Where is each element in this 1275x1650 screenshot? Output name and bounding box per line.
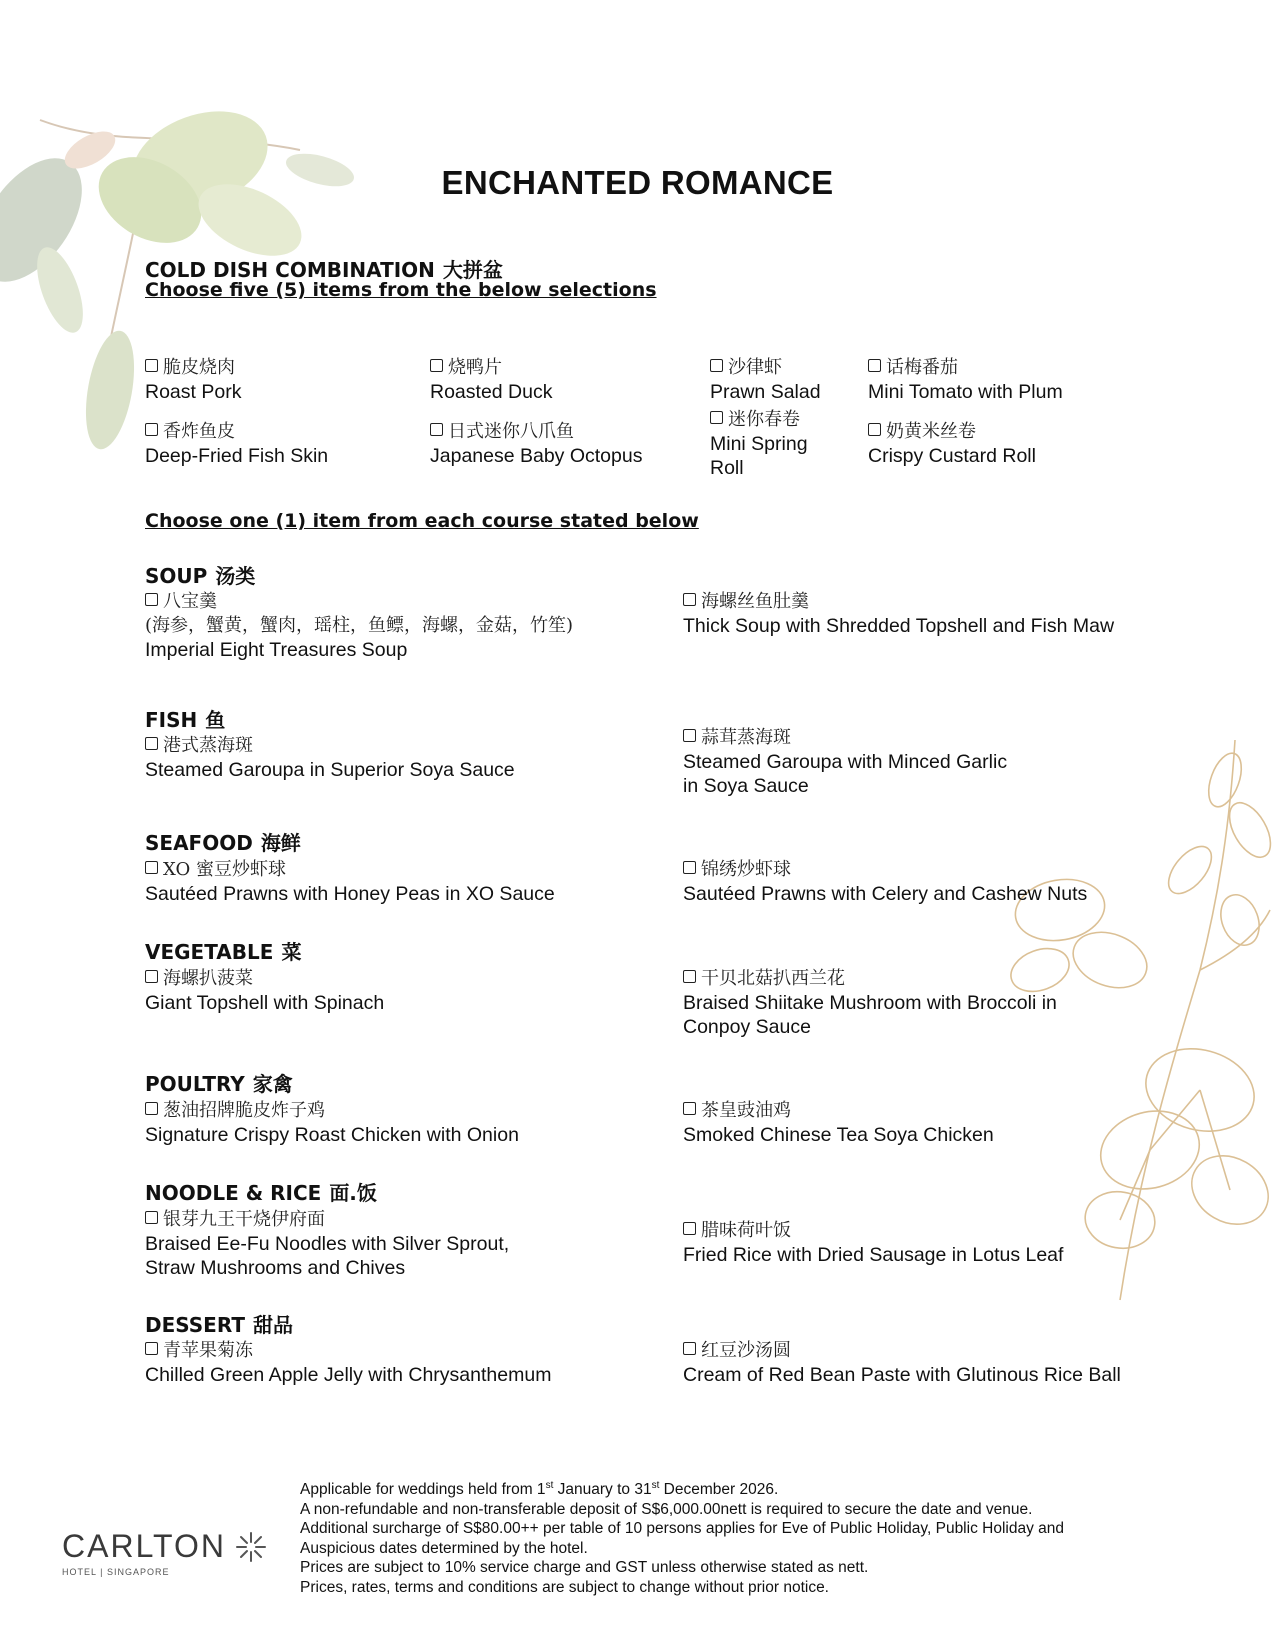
course-heading-seafood: SEAFOOD 海鲜 <box>145 831 301 855</box>
checkbox[interactable] <box>145 861 158 874</box>
checkbox[interactable] <box>683 970 696 983</box>
course-option: XO 蜜豆炒虾球 Sautéed Prawns with Honey Peas in XO Sauce <box>145 859 555 905</box>
checkbox[interactable] <box>430 423 443 436</box>
menu-title: ENCHANTED ROMANCE <box>441 164 834 201</box>
course-heading-poultry: POULTRY 家禽 <box>145 1072 293 1096</box>
checkbox[interactable] <box>710 359 723 372</box>
course-option: 八宝羹 (海参，蟹黄，蟹肉，瑶柱，鱼鳔，海螺，金菇，竹笙) Imperial Eight Treasures Soup <box>145 591 574 661</box>
checkbox[interactable] <box>683 861 696 874</box>
choose-one-instruction: Choose one (1) item from each course stated below <box>145 510 699 532</box>
checkbox[interactable] <box>145 1102 158 1115</box>
course-heading-dessert: DESSERT 甜品 <box>145 1313 293 1337</box>
checkbox[interactable] <box>145 737 158 750</box>
terms-line: Applicable for weddings held from 1st January to 31st December 2026. <box>300 1479 779 1498</box>
course-option: 青苹果菊冻 Chilled Green Apple Jelly with Chrysanthemum <box>145 1340 552 1386</box>
terms-line: Prices, rates, terms and conditions are subject to change without prior notice. <box>300 1578 829 1596</box>
cold-dish-heading-zh: 大拼盆 <box>442 258 503 282</box>
cold-item: 烧鸭片 Roasted Duck <box>430 357 553 403</box>
checkbox[interactable] <box>145 970 158 983</box>
course-heading-vegetable: VEGETABLE 菜 <box>145 940 302 964</box>
terms-line: Additional surcharge of S$80.00++ per table of 10 persons applies for Eve of Public Holiday, Public Holiday and <box>300 1520 1064 1537</box>
checkbox[interactable] <box>430 359 443 372</box>
terms-line: Auspicious dates determined by the hotel. <box>300 1539 588 1557</box>
star-icon <box>234 1530 268 1564</box>
logo-wordmark: CARLTON <box>62 1528 226 1564</box>
cold-item: 日式迷你八爪鱼 Japanese Baby Octopus <box>430 421 643 467</box>
cold-item: 奶黄米丝卷 Crispy Custard Roll <box>868 421 1036 467</box>
course-option: 海螺扒菠菜 Giant Topshell with Spinach <box>145 968 385 1014</box>
checkbox[interactable] <box>683 729 696 742</box>
cold-item: 沙律虾 Prawn Salad <box>710 357 821 403</box>
course-option: 红豆沙汤圆 Cream of Red Bean Paste with Glutinous Rice Ball <box>683 1340 1121 1386</box>
course-heading-soup: SOUP 汤类 <box>145 564 256 588</box>
cold-item: 话梅番茄 Mini Tomato with Plum <box>868 357 1063 403</box>
checkbox[interactable] <box>683 593 696 606</box>
cold-item: 迷你春卷 Mini Spring Roll <box>710 409 808 479</box>
checkbox[interactable] <box>683 1102 696 1115</box>
checkbox[interactable] <box>683 1342 696 1355</box>
checkbox[interactable] <box>710 411 723 424</box>
checkbox[interactable] <box>868 423 881 436</box>
cold-dish-instruction: Choose five (5) items from the below selections <box>145 279 657 301</box>
course-option: 银芽九王干烧伊府面 Braised Ee-Fu Noodles with Silver Sprout, Straw Mushrooms and Chives <box>145 1209 510 1279</box>
course-heading-fish: FISH 鱼 <box>145 708 226 732</box>
checkbox[interactable] <box>145 423 158 436</box>
terms-line: A non-refundable and non-transferable deposit of S$6,000.00nett is required to secure the date and venue. <box>300 1500 1033 1518</box>
carlton-logo <box>62 1528 268 1577</box>
checkbox[interactable] <box>683 1222 696 1235</box>
checkbox[interactable] <box>145 1342 158 1355</box>
cold-item: 香炸鱼皮 Deep-Fried Fish Skin <box>145 421 329 467</box>
cold-item: 脆皮烧肉 Roast Pork <box>145 357 242 403</box>
course-option: 腊味荷叶饭 Fried Rice with Dried Sausage in Lotus Leaf <box>683 1220 1064 1266</box>
terms-line: Prices are subject to 10% service charge and GST unless otherwise stated as nett. <box>300 1559 869 1576</box>
course-option: 港式蒸海斑 Steamed Garoupa in Superior Soya Sauce <box>145 735 515 781</box>
logo-subtitle: HOTEL | SINGAPORE <box>62 1567 170 1577</box>
course-option: 蒜茸蒸海斑 Steamed Garoupa with Minced Garlic in Soya Sauce <box>683 727 1008 797</box>
course-option: 茶皇豉油鸡 Smoked Chinese Tea Soya Chicken <box>683 1100 994 1146</box>
checkbox[interactable] <box>145 593 158 606</box>
cold-dish-heading-en: COLD DISH COMBINATION <box>145 258 435 282</box>
course-option: 海螺丝鱼肚羹 Thick Soup with Shredded Topshell and Fish Maw <box>683 591 1115 637</box>
terms-footer <box>300 1480 1160 1597</box>
checkbox[interactable] <box>145 1211 158 1224</box>
course-option: 葱油招牌脆皮炸子鸡 Signature Crispy Roast Chicken with Onion <box>145 1100 519 1146</box>
checkbox[interactable] <box>868 359 881 372</box>
course-option: 锦绣炒虾球 Sautéed Prawns with Celery and Cashew Nuts <box>683 859 1088 905</box>
course-heading-noodle-rice: NOODLE & RICE 面.饭 <box>145 1181 377 1205</box>
course-option: 干贝北菇扒西兰花 Braised Shiitake Mushroom with Broccoli in Conpoy Sauce <box>683 968 1057 1038</box>
checkbox[interactable] <box>145 359 158 372</box>
